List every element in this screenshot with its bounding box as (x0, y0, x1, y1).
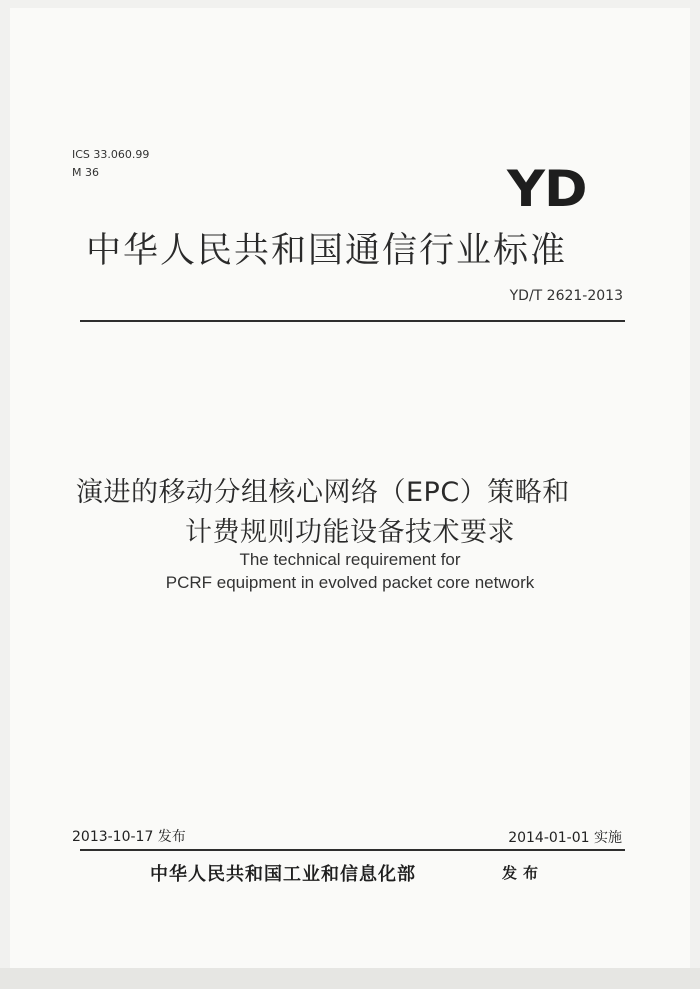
chinese-title-line-1: 演进的移动分组核心网络（EPC）策略和 (76, 477, 570, 508)
standard-title: 中华人民共和国通信行业标准 (86, 231, 568, 271)
english-title-line-2: PCRF equipment in evolved packet core network (165, 573, 535, 592)
publish-label: 发布 (502, 864, 545, 882)
scan-bottom-strip (0, 968, 700, 989)
standard-number: YD/T 2621-2013 (509, 288, 623, 304)
yd-logo: YD (507, 160, 587, 218)
classification-code: M 36 (72, 166, 99, 179)
bottom-divider (80, 849, 625, 851)
chinese-title-line-2: 计费规则功能设备技术要求 (185, 517, 515, 548)
top-divider (80, 320, 625, 322)
english-title-line-1: The technical requirement for (239, 550, 461, 569)
ics-code: ICS 33.060.99 (72, 148, 150, 161)
publisher: 中华人民共和国工业和信息化部 (150, 864, 416, 885)
implementation-date: 2014-01-01 实施 (508, 830, 622, 846)
issue-date: 2013-10-17 发布 (72, 829, 186, 845)
